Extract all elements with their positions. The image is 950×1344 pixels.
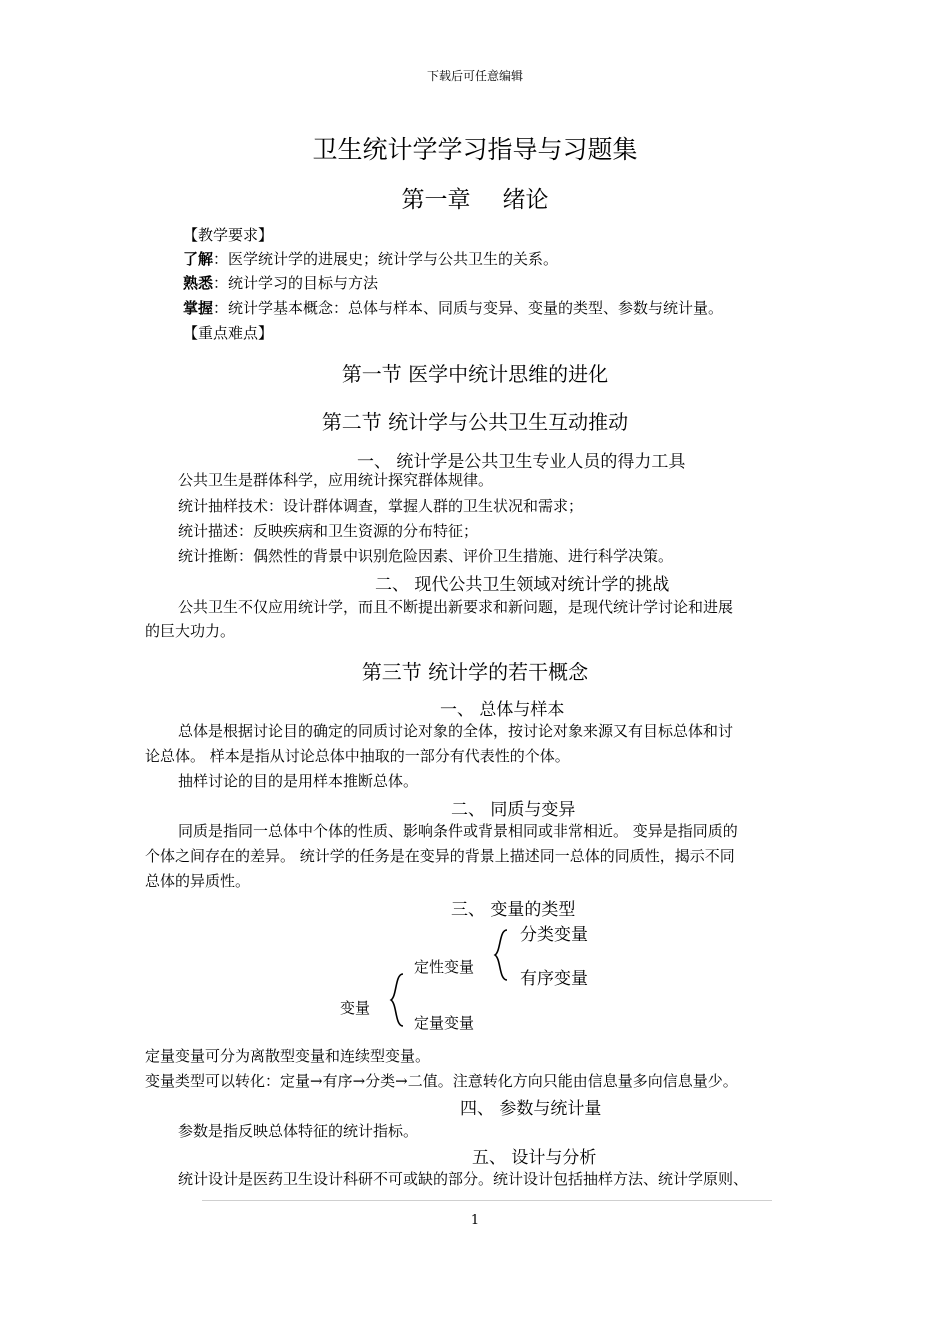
section-3-sub-4-title: 四、 参数与统计量: [460, 1099, 602, 1119]
footer-divider: [202, 1200, 772, 1201]
section-1-title: 第一节 医学中统计思维的进化: [341, 362, 609, 386]
paragraph-line: 的巨大功力。: [145, 622, 236, 640]
requirement-text: ：医学统计学的进展史；统计学与公共卫生的关系。: [213, 250, 559, 268]
paragraph-line: 抽样讨论的目的是用样本推断总体。: [178, 772, 419, 790]
paragraph-line: 统计设计是医药卫生设计科研不可或缺的部分。统计设计包括抽样方法、统计学原则、: [178, 1170, 749, 1188]
paragraph-line: 公共卫生不仅应用统计学，而且不断提出新要求和新问题，是现代统计学讨论和进展: [178, 598, 734, 616]
paragraph-line: 定量变量可分为离散型变量和连续型变量。: [145, 1047, 431, 1065]
paragraph-line: 变量类型可以转化：定量→有序→分类→二值。注意转化方向只能由信息量多向信息量少。: [145, 1072, 738, 1090]
paragraph-line: 总体是根据讨论目的确定的同质讨论对象的全体，按讨论对象来源又有目标总体和讨: [178, 722, 734, 740]
document-title: 卫生统计学学习指导与习题集: [312, 135, 638, 164]
paragraph-line: 统计推断：偶然性的背景中识别危险因素、评价卫生措施、进行科学决策。: [178, 547, 674, 565]
chapter-number: 第一章: [401, 187, 471, 213]
section-2-title: 第二节 统计学与公共卫生互动推动: [321, 410, 629, 434]
diagram-quantitative: 定量变量: [414, 1014, 475, 1032]
chapter-name: 绪论: [502, 187, 549, 213]
section-3-sub-3-title: 三、 变量的类型: [451, 900, 576, 920]
key-points-heading: 【重点难点】: [183, 324, 274, 342]
requirement-item: [183, 248, 558, 270]
paragraph-line: 公共卫生是群体科学，应用统计探究群体规律。: [178, 471, 494, 489]
paragraph-line: 参数是指反映总体特征的统计指标。: [178, 1122, 419, 1140]
diagram-brace-main: [387, 972, 407, 1028]
section-3-title: 第三节 统计学的若干概念: [361, 660, 589, 684]
requirement-label: 了解: [183, 250, 214, 268]
diagram-categorical: 分类变量: [520, 925, 588, 945]
diagram-root-variable: 变量: [340, 999, 371, 1017]
page-number: 1: [470, 1213, 480, 1228]
paragraph-line: 统计描述：反映疾病和卫生资源的分布特征；: [178, 522, 479, 540]
requirement-label: 掌握: [183, 299, 214, 317]
paragraph-line: 论总体。 样本是指从讨论总体中抽取的一部分有代表性的个体。: [145, 747, 570, 765]
paragraph-line: 个体之间存在的差异。 统计学的任务是在变异的背景上描述同一总体的同质性，揭示不同: [145, 847, 735, 865]
diagram-ordinal: 有序变量: [520, 969, 588, 989]
section-2-sub-2-title: 二、 现代公共卫生领域对统计学的挑战: [375, 575, 670, 595]
page-header: 下载后可任意编辑: [426, 69, 523, 83]
requirement-text: ：统计学习的目标与方法: [213, 274, 379, 292]
diagram-brace-qualitative: [491, 928, 511, 982]
paragraph-line: 总体的异质性。: [145, 872, 251, 890]
section-3-sub-1-title: 一、 总体与样本: [440, 700, 565, 720]
requirement-item: [183, 297, 723, 319]
paragraph-line: 同质是指同一总体中个体的性质、影响条件或背景相同或非常相近。 变异是指同质的: [178, 822, 738, 840]
requirements-heading: 【教学要求】: [183, 226, 274, 244]
requirement-label: 熟悉: [183, 274, 214, 292]
requirement-text: ：统计学基本概念：总体与样本、同质与变异、变量的类型、参数与统计量。: [213, 299, 724, 317]
section-2-sub-1-title: 一、 统计学是公共卫生专业人员的得力工具: [357, 452, 686, 472]
chapter-heading: [0, 181, 950, 214]
section-3-sub-5-title: 五、 设计与分析: [472, 1148, 597, 1168]
diagram-qualitative: 定性变量: [414, 958, 475, 976]
paragraph-line: 统计抽样技术：设计群体调查，掌握人群的卫生状况和需求；: [178, 497, 584, 515]
requirement-item: [183, 272, 378, 294]
section-3-sub-2-title: 二、 同质与变异: [451, 800, 576, 820]
